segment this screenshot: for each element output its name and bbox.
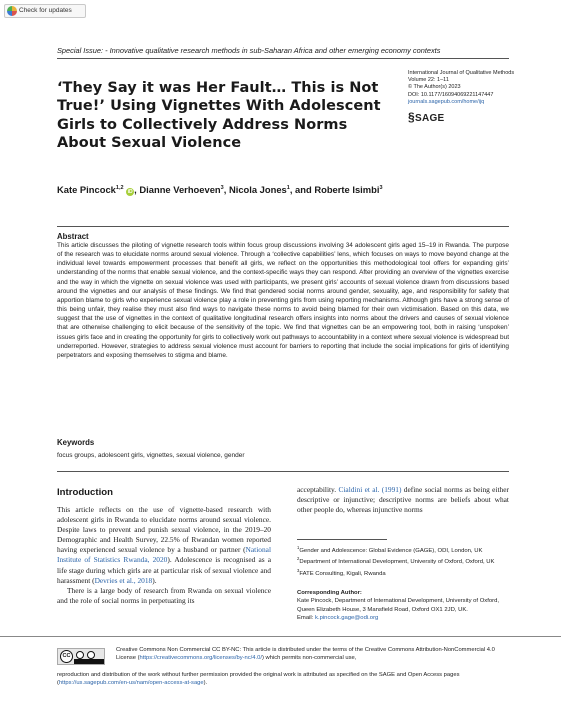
- corresponding-text: Kate Pincock, Department of International Development, University of Oxford, Queen Elizabeth House, 3 Mansfield Road, Oxford OX1 2JD, UK.: [297, 598, 500, 613]
- license-text: [116, 646, 516, 663]
- author-sep: ,: [223, 184, 229, 195]
- corresponding-author: [297, 589, 509, 623]
- introduction-body: [57, 505, 271, 606]
- author-list: [57, 184, 497, 196]
- cc-nc-icon: [87, 651, 95, 659]
- cc-by-label: BY: [78, 669, 84, 673]
- check-updates-icon: [7, 6, 17, 16]
- cc-nc-label: NC: [87, 669, 94, 673]
- author-name[interactable]: Roberte Isimbi: [314, 184, 380, 195]
- intro-paragraph: [57, 505, 271, 586]
- intro-text: ).: [152, 575, 157, 585]
- license-text-2: [57, 671, 517, 688]
- affiliation-item: [297, 555, 509, 566]
- intro-text: ). Adolescence is recognised as a life stage during which girls are at particular risk of sexual violence and harassment (: [57, 555, 271, 585]
- license-line: Creative Commons Non Commercial CC BY-NC: This article is distributed under the terms of the Creative Commons Attribution-NonCommercial 4.0 License (: [116, 647, 495, 662]
- author-affil: 3: [220, 184, 224, 191]
- journal-info: [408, 70, 528, 106]
- body-rule: [57, 471, 509, 472]
- affiliations: [297, 544, 509, 578]
- affiliation-number: 1: [297, 545, 300, 550]
- citation-link[interactable]: National Institute of Statistics Rwanda, 2020: [57, 545, 271, 565]
- open-access-url-link[interactable]: https://us.sagepub.com/en-us/nam/open-access-at-sage: [58, 680, 204, 687]
- intro-text: This article reflects on the use of vignette-based research with adolescent girls in Rwanda to elucidate norms around sexual violence. Despite laws to prevent and punish sexual violence, in the 2019–20 Demographic and Health Survey, 22.5% of Rwandan women reported having experienced sexual violence by a husband or partner (: [57, 505, 271, 555]
- journal-volume: Volume 22: 1–11: [408, 77, 449, 84]
- license-line: ).: [203, 680, 208, 687]
- author-affil: 1: [286, 184, 290, 191]
- affiliation-number: 2: [297, 556, 300, 562]
- abstract-rule: [57, 226, 509, 227]
- corresponding-heading: Corresponding Author:: [297, 590, 362, 596]
- article-title: ‘They Say it was Her Fault… This is Not True!’ Using Vignettes With Adolescent Girls to Collectively Address Norms About Sexual Violence: [57, 80, 381, 151]
- affiliation-text: Department of International Development, University of Oxford, Oxford, UK: [299, 559, 495, 566]
- author-name[interactable]: Kate Pincock: [57, 184, 116, 195]
- license-line: reproduction and distribution of the work without further permission provided the original work is attributed as specified on the SAGE and Open Access pages (: [57, 672, 460, 687]
- citation-link[interactable]: Devries et al., 2018: [94, 575, 153, 585]
- cc-circle-icon: CC: [60, 650, 73, 663]
- license-line: ) which permits non-commercial use,: [261, 655, 357, 662]
- body-text: define social norms as being either descriptive or injunctive; descriptive norms are beliefs about what other people do, whereas injunctive norms: [297, 485, 509, 515]
- affiliation-text: FATE Consulting, Kigali, Rwanda: [299, 570, 386, 577]
- email-link[interactable]: k.pincock.gage@odi.org: [315, 615, 379, 622]
- sage-label: SAGE: [414, 113, 445, 124]
- affiliation-text: Gender and Adolescence: Global Evidence (GAGE), ODI, London, UK: [299, 547, 483, 554]
- introduction-heading: Introduction: [57, 487, 113, 498]
- check-updates-label: Check for updates: [19, 7, 72, 14]
- author-name[interactable]: Dianne Verhoeven: [139, 184, 221, 195]
- author-sep: ,: [134, 184, 140, 195]
- journal-url-link[interactable]: journals.sagepub.com/home/ijq: [408, 98, 485, 105]
- author-affil: 1,2: [115, 184, 124, 191]
- special-issue-line: Special Issue: - Innovative qualitative research methods in sub-Saharan Africa and other emerging economy contexts: [57, 46, 441, 55]
- citation-link[interactable]: Cialdini et al. (1991): [338, 485, 402, 494]
- affiliation-item: [297, 544, 509, 555]
- sage-s-icon: §: [408, 110, 415, 124]
- license-url-link[interactable]: https://creativecommons.org/licenses/by-nc/4.0/: [139, 655, 262, 662]
- author-sep: , and: [289, 184, 315, 195]
- cc-license-icon[interactable]: [57, 648, 105, 673]
- header-rule: [57, 58, 509, 59]
- journal-name: International Journal of Qualitative Methods: [408, 70, 515, 76]
- orcid-icon[interactable]: iD: [127, 189, 133, 195]
- keywords-heading: Keywords: [57, 438, 95, 447]
- abstract-heading: Abstract: [57, 232, 89, 241]
- keywords-text: focus groups, adolescent girls, vignettes, sexual violence, gender: [57, 452, 245, 459]
- sage-logo: [408, 110, 445, 124]
- journal-copyright: © The Author(s) 2023: [408, 84, 461, 91]
- right-column-text: [297, 485, 509, 515]
- corresponding-email-line: [297, 614, 509, 622]
- footer-rule: [0, 636, 561, 637]
- footnote-rule: [297, 539, 387, 540]
- affiliation-item: [297, 567, 509, 578]
- journal-doi[interactable]: DOI: 10.1177/16094069221147447: [408, 91, 494, 98]
- cc-by-icon: [76, 651, 84, 659]
- affiliation-number: 3: [297, 567, 300, 573]
- body-text: acceptability.: [297, 485, 339, 494]
- author-name[interactable]: Nicola Jones: [228, 184, 287, 195]
- intro-paragraph: There is a large body of research from Rwanda on sexual violence and the role of social norms in perpetuating its: [57, 585, 271, 605]
- cc-strip: [74, 659, 104, 673]
- author-affil: 3: [379, 184, 383, 191]
- email-label: Email:: [297, 615, 316, 622]
- abstract-text: This article discusses the piloting of vignette research tools within focus group discussions involving 34 adolescent girls aged 15–19 in Rwanda. The purpose of the research was to elucidate norms around sexual violence. Through a ‘collective capabilities’ lens, which focuses on ways to move beyond change at the individual level towards empowerment processes that benefit all girls, we reflect on the opportunities this methodological tool offers for expanding girls’ understanding of the norms that enable sexual violence, and the context-specific ways they can respond. After providing an overview of the vignettes exercise and the way in which the vignette on sexual violence was used with participants, we present girls’ accounts of sexual violence drawn from discussions based around the vignettes and our analysis of these findings. We find that gendered social norms around gender, sexuality, age, and responsibility for safety that apportion blame to girls who experience sexual violence play a role in preventing girls from using reporting mechanisms. Although girls have a strong sense of this being unfair, they realise they must also find ways to navigate these norms to avoid being blamed for their own victimisation. Based on this data, we suggest that the use of vignettes in the context of qualitative longitudinal research offers insights into norms about the drivers and causes of sexual violence that are otherwise challenging to elicit because of the sensitivity of the topic. We find that vignettes can be an empowering tool, both in raising ‘unspoken’ issues girls face and in creating the opportunity for girls to collectively work out pathways to accountability in a context where sexual violence is widespread but underreported. However, strategies to address sexual violence must account for barriers to reporting that include the social implications for girls of identifying perpetrators and exposing themselves to stigma and blame.: [57, 242, 509, 359]
- check-for-updates-badge[interactable]: [4, 4, 86, 18]
